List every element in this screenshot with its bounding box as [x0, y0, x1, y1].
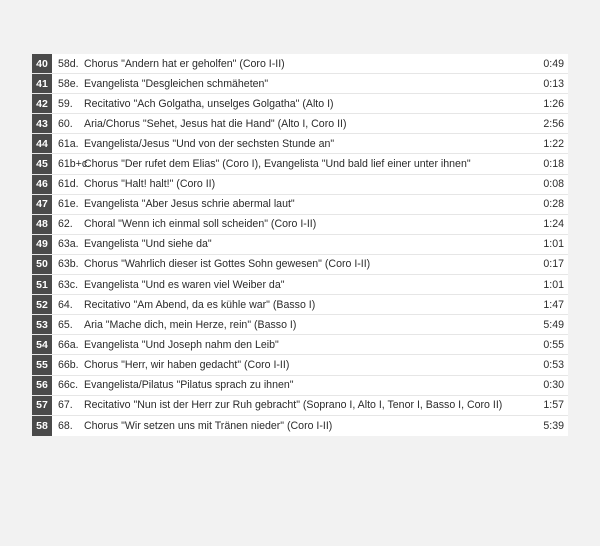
track-title: Chorus "Der rufet dem Elias" (Coro I), Evangelista "Und bald lief einer unter ihnen": [84, 158, 471, 171]
track-number: 47: [32, 195, 52, 214]
track-duration: 0:18: [543, 158, 564, 171]
track-row: [32, 235, 568, 255]
track-number: 45: [32, 154, 52, 173]
track-row: [32, 175, 568, 195]
movement-number: 61d.: [58, 178, 79, 191]
track-title: Evangelista "Und Joseph nahm den Leib": [84, 338, 279, 351]
track-number: 44: [32, 134, 52, 153]
movement-number: 61b+c.: [58, 158, 91, 171]
track-row: [32, 315, 568, 335]
movement-number: 63a.: [58, 238, 79, 251]
track-number: 58: [32, 416, 52, 436]
track-row: [32, 134, 568, 154]
track-title: Aria/Chorus "Sehet, Jesus hat die Hand" (Alto I, Coro II): [84, 117, 347, 130]
track-number: 48: [32, 215, 52, 234]
track-title: Evangelista "Und siehe da": [84, 238, 212, 251]
track-number: 46: [32, 175, 52, 194]
track-row: [32, 275, 568, 295]
track-title: Chorus "Andern hat er geholfen" (Coro I-II): [84, 57, 285, 70]
track-number: 52: [32, 295, 52, 314]
movement-number: 59.: [58, 97, 73, 110]
track-title: Choral "Wenn ich einmal soll scheiden" (Coro I-II): [84, 218, 317, 231]
track-duration: 0:55: [543, 338, 564, 351]
track-duration: 2:56: [543, 117, 564, 130]
movement-number: 64.: [58, 298, 73, 311]
track-duration: 1:01: [543, 238, 564, 251]
track-title: Chorus "Wir setzen uns mit Tränen nieder" (Coro I-II): [84, 419, 333, 432]
track-duration: 0:28: [543, 198, 564, 211]
track-row: [32, 335, 568, 355]
track-row: [32, 255, 568, 275]
track-row: [32, 376, 568, 396]
track-duration: 1:57: [543, 399, 564, 412]
movement-number: 61e.: [58, 198, 79, 211]
movement-number: 58e.: [58, 77, 79, 90]
track-number: 53: [32, 315, 52, 334]
track-duration: 1:01: [543, 278, 564, 291]
track-title: Chorus "Wahrlich dieser ist Gottes Sohn gewesen" (Coro I-II): [84, 258, 371, 271]
track-duration: 1:22: [543, 137, 564, 150]
movement-number: 61a.: [58, 137, 79, 150]
track-row: [32, 54, 568, 74]
track-title: Recitativo "Nun ist der Herr zur Ruh gebracht" (Soprano I, Alto I, Tenor I, Basso I, Coro II): [84, 399, 503, 412]
track-row: [32, 396, 568, 416]
movement-number: 60.: [58, 117, 73, 130]
track-row: [32, 416, 568, 436]
movement-number: 66a.: [58, 338, 79, 351]
track-duration: 5:39: [543, 419, 564, 432]
movement-number: 63b.: [58, 258, 79, 271]
track-number: 49: [32, 235, 52, 254]
track-duration: 0:30: [543, 379, 564, 392]
track-title: Chorus "Halt! halt!" (Coro II): [84, 178, 216, 191]
track-number: 57: [32, 396, 52, 415]
track-row: [32, 355, 568, 375]
movement-number: 62.: [58, 218, 73, 231]
tracklist: [32, 54, 568, 436]
track-row: [32, 114, 568, 134]
track-number: 40: [32, 54, 52, 73]
movement-number: 66c.: [58, 379, 79, 392]
track-title: Evangelista/Jesus "Und von der sechsten Stunde an": [84, 137, 335, 150]
track-title: Evangelista "Und es waren viel Weiber da": [84, 278, 285, 291]
track-title: Evangelista/Pilatus "Pilatus sprach zu ihnen": [84, 379, 294, 392]
track-row: [32, 215, 568, 235]
track-row: [32, 154, 568, 174]
track-row: [32, 295, 568, 315]
track-duration: 0:53: [543, 358, 564, 371]
track-title: Aria "Mache dich, mein Herze, rein" (Basso I): [84, 318, 297, 331]
track-number: 54: [32, 335, 52, 354]
track-row: [32, 94, 568, 114]
track-duration: 1:26: [543, 97, 564, 110]
track-duration: 0:13: [543, 77, 564, 90]
track-number: 43: [32, 114, 52, 133]
track-title: Recitativo "Am Abend, da es kühle war" (Basso I): [84, 298, 316, 311]
track-row: [32, 74, 568, 94]
track-title: Recitativo "Ach Golgatha, unselges Golgatha" (Alto I): [84, 97, 334, 110]
movement-number: 66b.: [58, 358, 79, 371]
track-duration: 0:08: [543, 178, 564, 191]
track-duration: 0:17: [543, 258, 564, 271]
track-number: 50: [32, 255, 52, 274]
track-number: 55: [32, 355, 52, 374]
track-duration: 0:49: [543, 57, 564, 70]
movement-number: 63c.: [58, 278, 79, 291]
track-title: Evangelista "Aber Jesus schrie abermal laut": [84, 198, 295, 211]
track-duration: 1:47: [543, 298, 564, 311]
movement-number: 67.: [58, 399, 73, 412]
track-number: 41: [32, 74, 52, 93]
movement-number: 68.: [58, 419, 73, 432]
track-title: Evangelista "Desgleichen schmäheten": [84, 77, 269, 90]
track-number: 51: [32, 275, 52, 294]
movement-number: 58d.: [58, 57, 79, 70]
track-title: Chorus "Herr, wir haben gedacht" (Coro I-II): [84, 358, 290, 371]
track-duration: 1:24: [543, 218, 564, 231]
movement-number: 65.: [58, 318, 73, 331]
track-row: [32, 195, 568, 215]
track-number: 42: [32, 94, 52, 113]
track-duration: 5:49: [543, 318, 564, 331]
track-number: 56: [32, 376, 52, 395]
